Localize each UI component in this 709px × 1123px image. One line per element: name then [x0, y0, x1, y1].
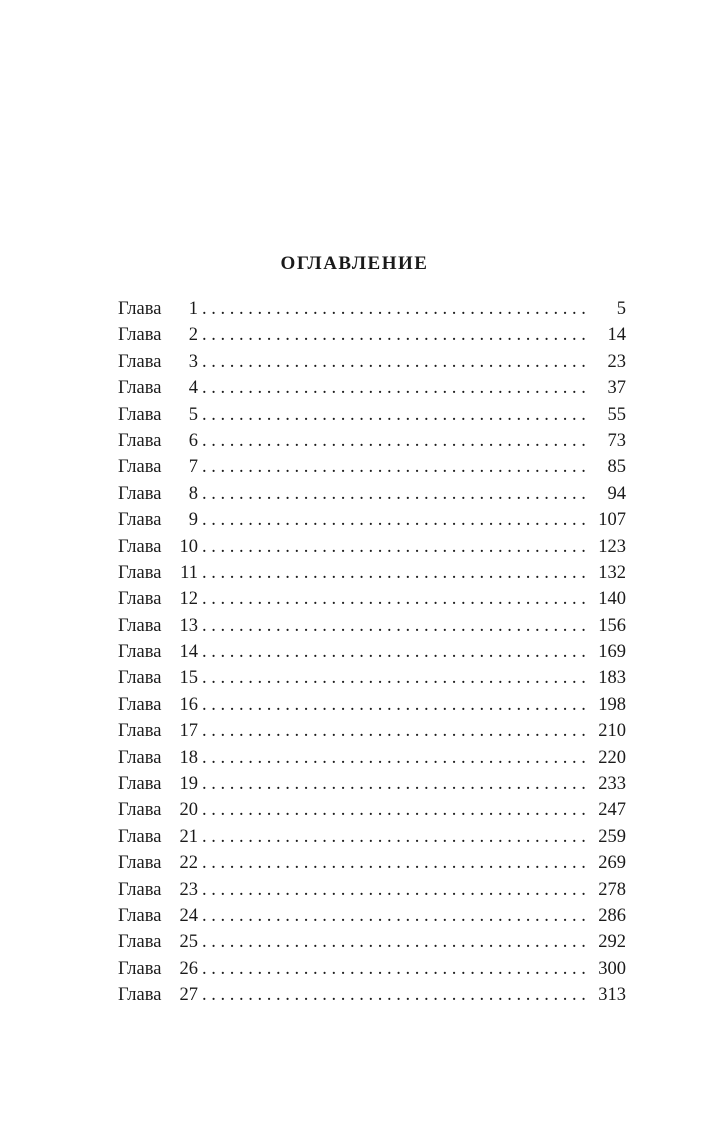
toc-chapter-word: Глава [118, 457, 162, 478]
toc-chapter-label [118, 903, 200, 929]
toc-chapter-word: Глава [118, 774, 162, 795]
toc-chapter-number: 11 [180, 562, 198, 583]
toc-chapter-number: 12 [179, 589, 198, 610]
toc-page-number: 55 [607, 404, 626, 425]
toc-dot-leader [202, 586, 586, 612]
toc-page-number: 269 [598, 853, 626, 874]
toc-chapter-label [118, 428, 200, 454]
toc-dot-leader [202, 850, 586, 876]
toc-page-number: 210 [598, 721, 626, 742]
toc-page-number: 132 [598, 562, 626, 583]
toc-dot-leader [202, 560, 586, 586]
toc-page-number: 123 [598, 536, 626, 557]
toc-chapter-number: 5 [188, 404, 198, 425]
toc-entry[interactable] [118, 296, 626, 322]
toc-entry[interactable] [118, 534, 626, 560]
toc-chapter-number: 13 [179, 615, 198, 636]
toc-entry[interactable] [118, 797, 626, 823]
toc-chapter-word: Глава [118, 325, 162, 346]
toc-chapter-word: Глава [118, 721, 162, 742]
toc-chapter-number: 9 [188, 510, 198, 531]
toc-page-number: 14 [607, 325, 626, 346]
toc-chapter-word: Глава [118, 668, 162, 689]
toc-entry[interactable] [118, 718, 626, 744]
toc-chapter-label [118, 454, 200, 480]
toc-dot-leader [202, 639, 586, 665]
toc-chapter-label [118, 349, 200, 375]
toc-entry[interactable] [118, 692, 626, 718]
toc-page-number: 259 [598, 826, 626, 847]
toc-entry[interactable] [118, 824, 626, 850]
toc-page-number: 73 [607, 430, 626, 451]
toc-chapter-word: Глава [118, 378, 162, 399]
toc-chapter-number: 3 [188, 351, 198, 372]
toc-dot-leader [202, 903, 586, 929]
toc-page-number: 233 [598, 774, 626, 795]
toc-dot-leader [202, 877, 586, 903]
toc-page-number: 94 [607, 483, 626, 504]
toc-chapter-word: Глава [118, 826, 162, 847]
toc-chapter-word: Глава [118, 879, 162, 900]
toc-entry[interactable] [118, 560, 626, 586]
toc-page-number: 140 [598, 589, 626, 610]
toc-dot-leader [202, 296, 586, 322]
toc-chapter-label [118, 375, 200, 401]
toc-chapter-label [118, 639, 200, 665]
toc-chapter-label [118, 797, 200, 823]
toc-chapter-label [118, 824, 200, 850]
toc-entry[interactable] [118, 771, 626, 797]
toc-entry[interactable] [118, 877, 626, 903]
toc-chapter-label [118, 507, 200, 533]
toc-chapter-number: 1 [188, 299, 198, 319]
toc-entry[interactable] [118, 402, 626, 428]
toc-chapter-label [118, 586, 200, 612]
toc-chapter-label [118, 322, 200, 348]
toc-chapter-number: 22 [179, 853, 198, 874]
toc-dot-leader [202, 797, 586, 823]
toc-chapter-number: 8 [188, 483, 198, 504]
toc-page-number: 183 [598, 668, 626, 689]
toc-chapter-label [118, 771, 200, 797]
toc-page-number: 107 [598, 510, 626, 531]
toc-chapter-label [118, 692, 200, 718]
toc-dot-leader [202, 824, 586, 850]
toc-entry[interactable] [118, 322, 626, 348]
toc-chapter-word: Глава [118, 615, 162, 636]
toc-chapter-label [118, 956, 200, 982]
toc-chapter-word: Глава [118, 853, 162, 874]
toc-page-number: 300 [598, 958, 626, 979]
toc-entry[interactable] [118, 850, 626, 876]
toc-chapter-word: Глава [118, 404, 162, 425]
toc-page-number: 198 [598, 694, 626, 715]
toc-page-number: 313 [598, 985, 626, 1006]
toc-page-number: 85 [607, 457, 626, 478]
toc-chapter-label [118, 982, 200, 1008]
toc-page-number: 278 [598, 879, 626, 900]
toc-dot-leader [202, 454, 586, 480]
toc-chapter-word: Глава [118, 536, 162, 557]
toc-entry[interactable] [118, 982, 626, 1008]
toc-chapter-label [118, 850, 200, 876]
toc-dot-leader [202, 481, 586, 507]
toc-chapter-word: Глава [118, 351, 162, 372]
toc-chapter-label [118, 534, 200, 560]
toc-chapter-number: 4 [188, 378, 198, 399]
toc-entry[interactable] [118, 428, 626, 454]
toc-chapter-label [118, 665, 200, 691]
toc-chapter-label [118, 296, 200, 322]
toc-entry[interactable] [118, 613, 626, 639]
toc-dot-leader [202, 745, 586, 771]
toc-chapter-number: 15 [179, 668, 198, 689]
toc-chapter-label [118, 560, 200, 586]
toc-dot-leader [202, 956, 586, 982]
toc-chapter-word: Глава [118, 510, 162, 531]
toc-dot-leader [202, 692, 586, 718]
toc-chapter-label [118, 718, 200, 744]
toc-chapter-label [118, 613, 200, 639]
toc-chapter-number: 25 [179, 932, 198, 953]
toc-page-number: 156 [598, 615, 626, 636]
toc-dot-leader [202, 665, 586, 691]
toc-chapter-label [118, 745, 200, 771]
toc-title: ОГЛАВЛЕНИЕ [280, 253, 429, 274]
toc-chapter-number: 17 [179, 721, 198, 742]
toc-chapter-word: Глава [118, 932, 162, 953]
toc-entry[interactable] [118, 454, 626, 480]
toc-page-number: 220 [598, 747, 626, 768]
toc-dot-leader [202, 718, 586, 744]
toc-entry[interactable] [118, 586, 626, 612]
toc-chapter-label [118, 877, 200, 903]
toc-chapter-number: 19 [179, 774, 198, 795]
toc-chapter-word: Глава [118, 299, 162, 319]
toc-dot-leader [202, 507, 586, 533]
toc-dot-leader [202, 322, 586, 348]
toc-entry[interactable] [118, 956, 626, 982]
toc-chapter-number: 7 [188, 457, 198, 478]
toc-chapter-word: Глава [118, 642, 162, 663]
toc-dot-leader [202, 982, 586, 1008]
toc-entry[interactable] [118, 929, 626, 955]
toc-chapter-word: Глава [118, 430, 162, 451]
toc-chapter-word: Глава [118, 958, 162, 979]
toc-chapter-label [118, 481, 200, 507]
toc-chapter-word: Глава [118, 694, 162, 715]
toc-chapter-number: 20 [179, 800, 198, 821]
toc-page-number: 286 [598, 905, 626, 926]
toc-entry[interactable] [118, 665, 626, 691]
toc-chapter-number: 23 [179, 879, 198, 900]
toc-chapter-word: Глава [118, 747, 162, 768]
toc-chapter-word: Глава [118, 905, 162, 926]
toc-chapter-word: Глава [118, 985, 162, 1006]
toc-dot-leader [202, 613, 586, 639]
toc-entry[interactable] [118, 349, 626, 375]
toc-page-number: 5 [616, 299, 626, 319]
toc-chapter-number: 18 [179, 747, 198, 768]
toc-page-number: 247 [598, 800, 626, 821]
toc-chapter-number: 27 [179, 985, 198, 1006]
toc-chapter-label [118, 929, 200, 955]
toc-chapter-label [118, 402, 200, 428]
toc-dot-leader [202, 771, 586, 797]
toc-chapter-number: 2 [188, 325, 198, 346]
toc-dot-leader [202, 375, 586, 401]
toc-page-number: 37 [607, 378, 626, 399]
toc-dot-leader [202, 428, 586, 454]
toc-entry[interactable] [118, 375, 626, 401]
toc-chapter-word: Глава [118, 483, 162, 504]
toc-chapter-number: 6 [188, 430, 198, 451]
toc-page-number: 169 [598, 642, 626, 663]
toc-entry[interactable] [118, 745, 626, 771]
toc-dot-leader [202, 929, 586, 955]
toc-entry[interactable] [118, 903, 626, 929]
toc-chapter-word: Глава [118, 589, 162, 610]
toc-chapter-word: Глава [118, 800, 162, 821]
toc-page-number: 23 [607, 351, 626, 372]
table-of-contents [118, 296, 626, 1009]
toc-entry[interactable] [118, 481, 626, 507]
toc-chapter-number: 14 [179, 642, 198, 663]
toc-chapter-number: 21 [179, 826, 198, 847]
toc-dot-leader [202, 349, 586, 375]
toc-chapter-number: 16 [179, 694, 198, 715]
toc-dot-leader [202, 402, 586, 428]
toc-chapter-number: 26 [179, 958, 198, 979]
toc-entry[interactable] [118, 639, 626, 665]
toc-chapter-number: 10 [179, 536, 198, 557]
toc-chapter-number: 24 [179, 905, 198, 926]
toc-dot-leader [202, 534, 586, 560]
toc-entry[interactable] [118, 507, 626, 533]
toc-chapter-word: Глава [118, 562, 162, 583]
toc-page-number: 292 [598, 932, 626, 953]
